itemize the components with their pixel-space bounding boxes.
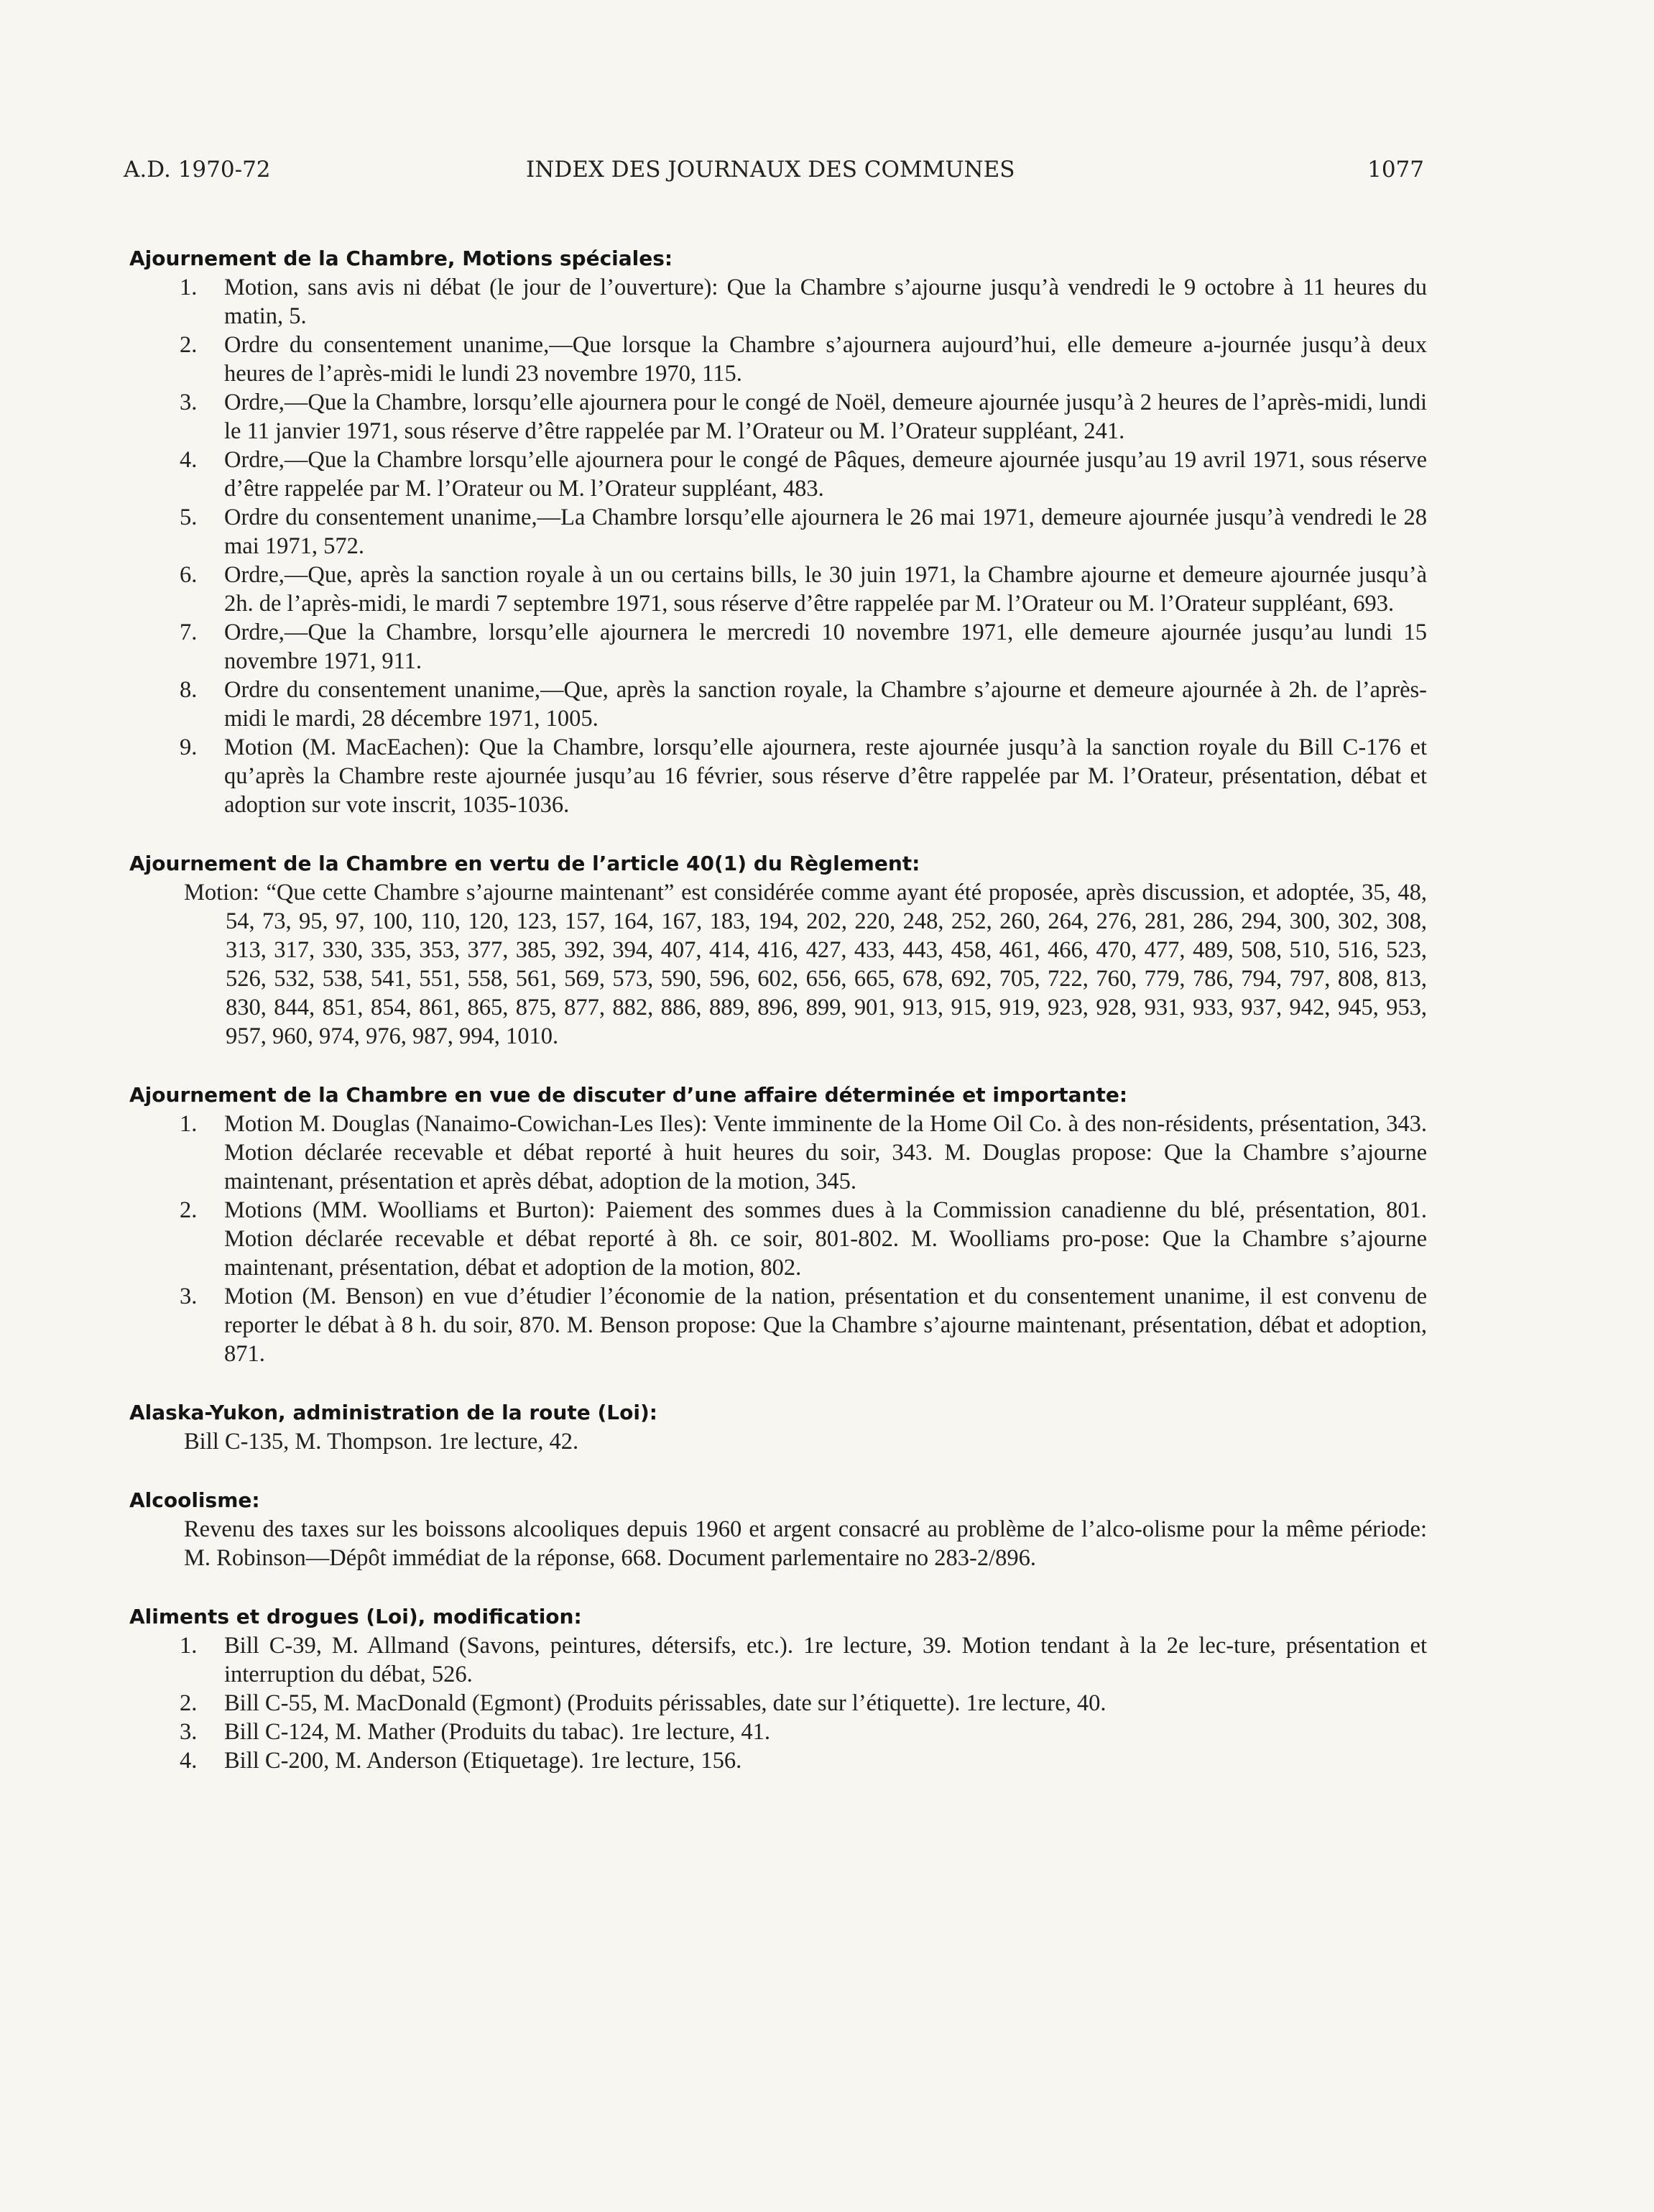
item-text: Ordre,—Que la Chambre, lorsqu’elle ajournera le mercredi 10 novembre 1971, elle demeure ajournée jusqu’au lundi 15 novembre 1971, 911.	[224, 619, 1427, 674]
item-text: Motion, sans avis ni débat (le jour de l’ouverture): Que la Chambre s’ajourne jusqu’à vendredi le 9 octobre à 11 heures du matin, 5.	[224, 275, 1427, 329]
item-number: 4.	[180, 447, 198, 473]
entry-heading: Ajournement de la Chambre en vertu de l’article 40(1) du Règlement:	[129, 852, 920, 875]
entry-item	[129, 561, 1427, 618]
entry-item	[129, 1282, 1427, 1368]
index-entry	[129, 849, 1427, 1051]
entry-item	[129, 331, 1427, 388]
entry-item	[129, 388, 1427, 446]
entry-heading: Ajournement de la Chambre, Motions spéciales:	[129, 246, 673, 270]
item-text: Ordre du consentement unanime,—La Chambre lorsqu’elle ajournera le 26 mai 1971, demeure ajournée jusqu’à vendredi le 28 mai 1971, 572.	[224, 504, 1427, 559]
header-title: INDEX DES JOURNAUX DES COMMUNES	[526, 157, 1015, 183]
entry-item	[129, 1718, 1427, 1746]
item-number: 2.	[180, 332, 198, 358]
entry-item	[129, 676, 1427, 733]
item-text: Bill C-55, M. MacDonald (Egmont) (Produits périssables, date sur l’étiquette). 1re lecture, 40.	[224, 1690, 1106, 1716]
entry-heading: Alaska-Yukon, administration de la route (Loi):	[129, 1401, 657, 1424]
entry-item	[129, 273, 1427, 331]
header-year-range: A.D. 1970-72	[124, 157, 271, 183]
entry-heading: Ajournement de la Chambre en vue de discuter d’une affaire déterminée et importante:	[129, 1083, 1128, 1107]
entry-item	[129, 1746, 1427, 1775]
entry-item	[129, 1631, 1427, 1689]
index-entry	[129, 1081, 1427, 1368]
item-number: 4.	[180, 1748, 198, 1774]
entry-item	[129, 503, 1427, 561]
entry-item	[129, 1196, 1427, 1282]
item-number: 7.	[180, 619, 198, 645]
entry-item	[129, 733, 1427, 819]
item-text: Motion M. Douglas (Nanaimo-Cowichan-Les Iles): Vente imminente de la Home Oil Co. à des non-résidents, présentation, 343. Motion déclarée recevable et débat reporté à huit heures du soir, 343. M. Douglas propose: Que la Chambre s’ajourne maintenant, présentation et après débat, adoption de la motion, 345.	[224, 1111, 1427, 1194]
item-number: 5.	[180, 504, 198, 530]
item-text: Ordre,—Que la Chambre, lorsqu’elle ajournera pour le congé de Noël, demeure ajournée jusqu’à 2 heures de l’après-midi, lundi le 11 janvier 1971, sous réserve d’être rappelée par M. l’Orateur ou M. l’Orateur suppléant, 241.	[224, 390, 1427, 444]
index-entry	[129, 1486, 1427, 1572]
item-number: 1.	[180, 1633, 198, 1659]
entry-item	[129, 1110, 1427, 1196]
item-text: Motions (MM. Woolliams et Burton): Paiement des sommes dues à la Commission canadienne du blé, présentation, 801. Motion déclarée recevable et débat reporté à 8h. ce soir, 801-802. M. Woolliams pro-pose: Que la Chambre s’ajourne maintenant, présentation, débat et adoption de la motion, 802.	[224, 1197, 1427, 1281]
item-text: Motion (M. MacEachen): Que la Chambre, lorsqu’elle ajournera, reste ajournée jusqu’à la sanction royale du Bill C-176 et qu’après la Chambre reste ajournée jusqu’au 16 février, sous réserve d’être rappelée par M. l’Orateur, présentation, débat et adoption sur vote inscrit, 1035-1036.	[224, 734, 1427, 818]
index-entry	[129, 1398, 1427, 1456]
entry-heading: Alcoolisme:	[129, 1488, 260, 1512]
item-text: Ordre,—Que, après la sanction royale à un ou certains bills, le 30 juin 1971, la Chambre ajourne et demeure ajournée jusqu’à 2h. de l’après-midi, le mardi 7 septembre 1971, sous réserve d’être rappelée par M. l’Orateur ou M. l’Orateur suppléant, 693.	[224, 562, 1427, 617]
entry-text: Bill C-135, M. Thompson. 1re lecture, 42.	[184, 1429, 579, 1455]
entry-item	[129, 618, 1427, 676]
item-number: 6.	[180, 562, 198, 588]
page-number: 1077	[1367, 157, 1424, 183]
item-number: 1.	[180, 275, 198, 300]
item-text: Motion (M. Benson) en vue d’étudier l’économie de la nation, présentation et du consentement unanime, il est convenu de reporter le débat à 8 h. du soir, 870. M. Benson propose: Que la Chambre s’ajourne maintenant, présentation, débat et adoption, 871.	[224, 1284, 1427, 1367]
item-number: 8.	[180, 677, 198, 703]
entry-item	[129, 446, 1427, 503]
item-number: 3.	[180, 1719, 198, 1745]
item-number: 2.	[180, 1690, 198, 1716]
item-text: Bill C-200, M. Anderson (Etiquetage). 1re lecture, 156.	[224, 1748, 742, 1774]
item-number: 3.	[180, 1284, 198, 1309]
item-number: 9.	[180, 734, 198, 760]
item-text: Bill C-124, M. Mather (Produits du tabac). 1re lecture, 41.	[224, 1719, 770, 1745]
index-content	[129, 244, 1427, 1805]
running-head	[124, 157, 1424, 190]
item-number: 3.	[180, 390, 198, 415]
entry-heading: Aliments et drogues (Loi), modification:	[129, 1605, 582, 1628]
item-number: 2.	[180, 1197, 198, 1223]
item-number: 1.	[180, 1111, 198, 1137]
entry-text: Motion: “Que cette Chambre s’ajourne maintenant” est considérée comme ayant été proposée, après discussion, et adoptée, 35, 48, 54, 73, 95, 97, 100, 110, 120, 123, 157, 164, 167, 183, 194, 202, 220, 248, 252, 260, 264, 276, 281, 286, 294, 300, 302, 308, 313, 317, 330, 335, 353, 377, 385, 392, 394, 407, 414, 416, 427, 433, 443, 458, 461, 466, 470, 477, 489, 508, 510, 516, 523, 526, 532, 538, 541, 551, 558, 561, 569, 573, 590, 596, 602, 656, 665, 678, 692, 705, 722, 760, 779, 786, 794, 797, 808, 813, 830, 844, 851, 854, 861, 865, 875, 877, 882, 886, 889, 896, 899, 901, 913, 915, 919, 923, 928, 931, 933, 937, 942, 945, 953, 957, 960, 974, 976, 987, 994, 1010.	[184, 880, 1427, 1049]
index-entry	[129, 1603, 1427, 1775]
entry-item	[129, 1689, 1427, 1718]
entry-text: Revenu des taxes sur les boissons alcooliques depuis 1960 et argent consacré au problème de l’alco-olisme pour la même période: M. Robinson—Dépôt immédiat de la réponse, 668. Document parlementaire no 283-2/896.	[184, 1516, 1427, 1571]
item-text: Ordre du consentement unanime,—Que, après la sanction royale, la Chambre s’ajourne et demeure ajournée à 2h. de l’après-midi le mardi, 28 décembre 1971, 1005.	[224, 677, 1427, 732]
item-text: Ordre,—Que la Chambre lorsqu’elle ajournera pour le congé de Pâques, demeure ajournée jusqu’au 19 avril 1971, sous réserve d’être rappelée par M. l’Orateur ou M. l’Orateur suppléant, 483.	[224, 447, 1427, 502]
index-entry	[129, 244, 1427, 819]
item-text: Bill C-39, M. Allmand (Savons, peintures, détersifs, etc.). 1re lecture, 39. Motion tendant à la 2e lec-ture, présentation et interruption du débat, 526.	[224, 1633, 1427, 1687]
item-text: Ordre du consentement unanime,—Que lorsque la Chambre s’ajournera aujourd’hui, elle demeure a-journée jusqu’à deux heures de l’après-midi le lundi 23 novembre 1970, 115.	[224, 332, 1427, 387]
